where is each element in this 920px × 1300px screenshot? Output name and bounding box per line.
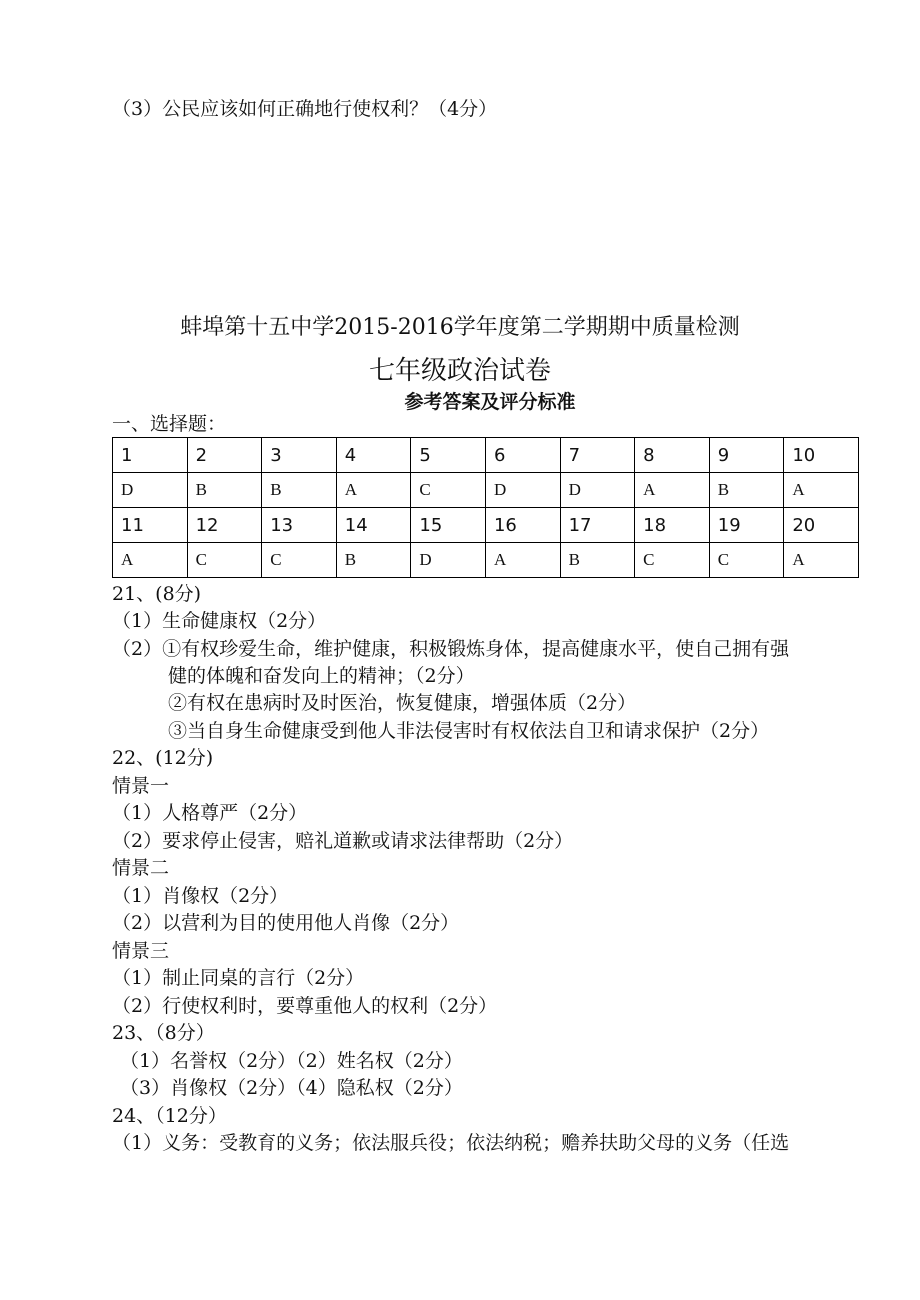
table-row-numbers-1 [113,438,859,473]
answer-letter: D [485,473,560,508]
scenario-2-answer-2: （2）以营利为目的使用他人肖像（2分） [112,912,460,934]
question-number: 17 [560,508,635,543]
answer-letter: C [709,543,784,578]
question-number: 12 [187,508,262,543]
scenario-3-answer-2: （2）行使权利时，要尊重他人的权利（2分） [112,995,498,1017]
answer-letter: A [635,473,710,508]
answer-letter: C [187,543,262,578]
question-number: 1 [113,438,188,473]
question-number: 20 [784,508,859,543]
answer-letter: D [113,473,188,508]
answer-letter: A [336,473,411,508]
school-exam-title: 蚌埠第十五中学2015-2016学年度第二学期期中质量检测 [180,315,740,340]
question-number: 13 [262,508,337,543]
answer-letter: B [709,473,784,508]
answer-letter: C [262,543,337,578]
q21-answer-2-part-1-cont: 健的体魄和奋发向上的精神；（2分） [168,665,475,687]
scenario-1-label: 情景一 [112,775,170,797]
q23-answers-3-4: （3）肖像权（2分）（4）隐私权（2分） [120,1077,463,1099]
scenario-1-answer-2: （2）要求停止侵害，赔礼道歉或请求法律帮助（2分） [112,830,574,852]
question-number: 8 [635,438,710,473]
question-number: 9 [709,438,784,473]
scenario-3-label: 情景三 [112,940,170,962]
question-number: 5 [411,438,486,473]
answer-letter: A [784,473,859,508]
q24-answer-1: （1）义务：受教育的义务；依法服兵役；依法纳税；赡养扶助父母的义务（任选 [112,1132,790,1154]
answer-letter: C [635,543,710,578]
q21-answer-2-part-3: ③当自身生命健康受到他人非法侵害时有权依法自卫和请求保护（2分） [168,720,770,742]
q21-heading: 21、(8分) [112,583,202,605]
question-number: 2 [187,438,262,473]
answer-letter: A [485,543,560,578]
multiple-choice-answer-table [112,437,859,578]
question-number: 7 [560,438,635,473]
question-number: 18 [635,508,710,543]
question-number: 19 [709,508,784,543]
answer-letter: C [411,473,486,508]
q21-answer-2-part-2: ②有权在患病时及时医治，恢复健康，增强体质（2分） [168,692,637,714]
q22-heading: 22、(12分) [112,747,214,769]
answer-key-subtitle: 参考答案及评分标准 [404,391,576,413]
question-number: 15 [411,508,486,543]
q21-answer-2-part-1: （2）①有权珍爱生命，维护健康，积极锻炼身体，提高健康水平，使自己拥有强 [112,638,790,660]
table-row-numbers-2 [113,508,859,543]
answer-letter: D [411,543,486,578]
question-number: 6 [485,438,560,473]
scenario-2-label: 情景二 [112,857,170,879]
q23-answers-1-2: （1）名誉权（2分）（2）姓名权（2分） [120,1050,463,1072]
answer-letter: B [187,473,262,508]
q21-answer-1: （1）生命健康权（2分） [112,610,327,632]
question-number: 11 [113,508,188,543]
answer-letter: A [784,543,859,578]
section1-label: 一、选择题： [112,413,227,435]
answer-letter: A [113,543,188,578]
table-row-answers-2 [113,543,859,578]
q24-heading: 24、（12分） [112,1105,227,1127]
answer-letter: B [262,473,337,508]
table-row-answers-1 [113,473,859,508]
scenario-1-answer-1: （1）人格尊严（2分） [112,802,308,824]
answer-letter: D [560,473,635,508]
question-number: 14 [336,508,411,543]
question-number: 16 [485,508,560,543]
question-number: 4 [336,438,411,473]
paper-title: 七年级政治试卷 [368,356,551,386]
answer-letter: B [560,543,635,578]
q23-heading: 23、（8分） [112,1022,215,1044]
scenario-2-answer-1: （1）肖像权（2分） [112,885,289,907]
question-3-text: （3）公民应该如何正确地行使权利？（4分） [112,98,498,120]
question-number: 10 [784,438,859,473]
answer-letter: B [336,543,411,578]
question-number: 3 [262,438,337,473]
scenario-3-answer-1: （1）制止同桌的言行（2分） [112,967,365,989]
